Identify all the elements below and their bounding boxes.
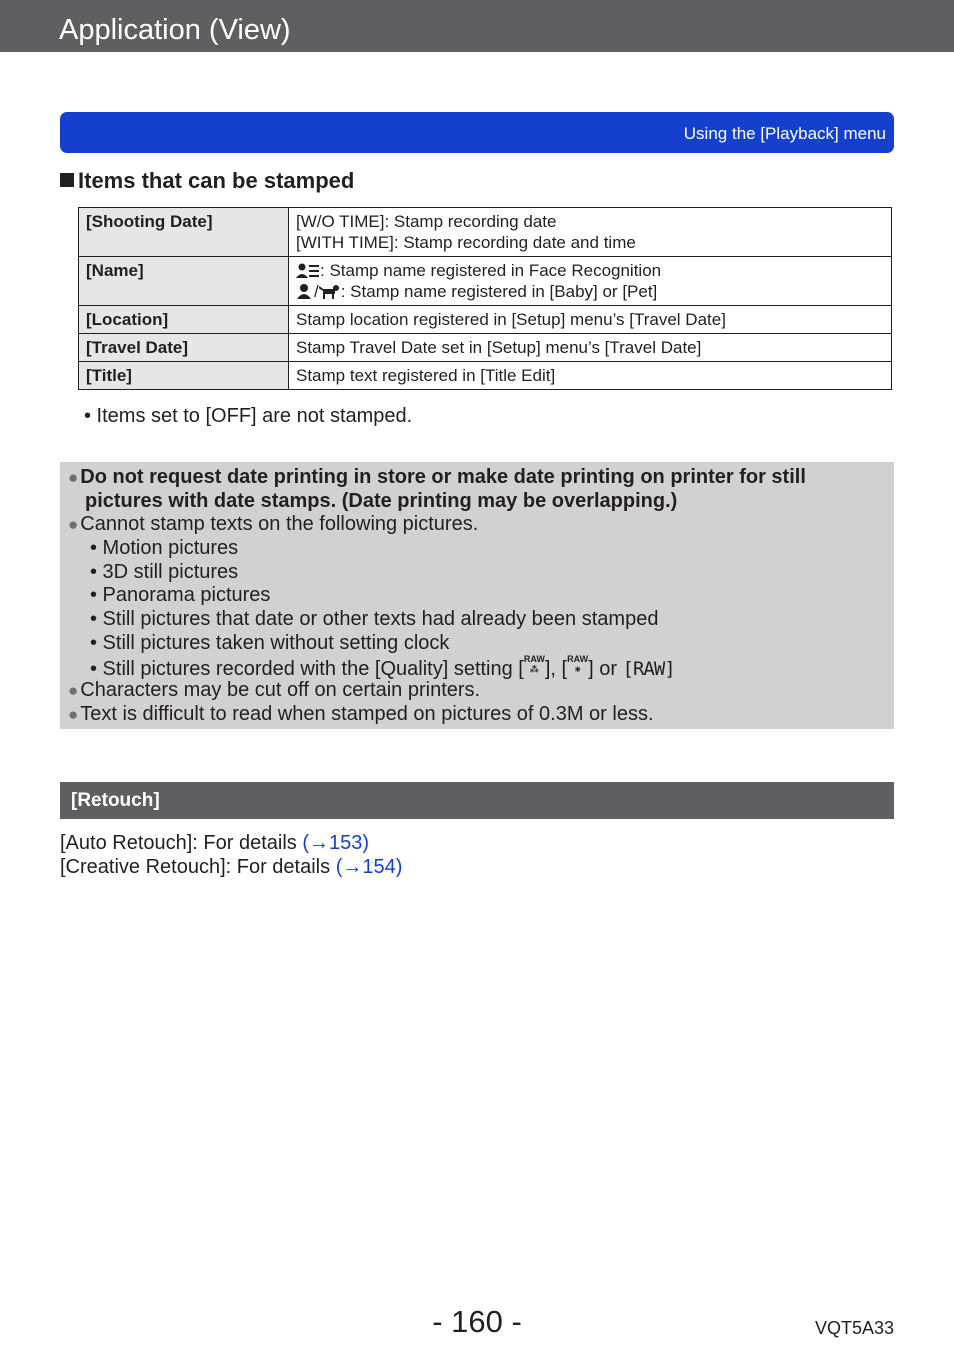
- table-row: [79, 306, 892, 334]
- note-bold-2: pictures with date stamps. (Date printing may be overlapping.): [85, 490, 678, 512]
- table-row: [79, 208, 892, 257]
- auto-retouch-link[interactable]: (→153): [302, 832, 370, 854]
- list-item: • Panorama pictures: [90, 584, 271, 606]
- list-item: • Still pictures that date or other texts had already been stamped: [90, 608, 659, 630]
- table-key: [Travel Date]: [79, 334, 289, 362]
- bullet-dot-icon: ●: [68, 705, 79, 724]
- notes-box: [60, 462, 894, 729]
- table-row: [79, 362, 892, 390]
- note-cut-off: ● Characters may be cut off on certain printers.: [68, 679, 481, 701]
- list-item: • Motion pictures: [90, 537, 239, 559]
- table-value: Stamp text registered in [Title Edit]: [289, 362, 892, 390]
- note-cannot-stamp: ● Cannot stamp texts on the following pictures.: [68, 513, 479, 535]
- face-recognition-icon: [296, 262, 320, 278]
- model-code: VQT5A33: [814, 1318, 894, 1338]
- bullet-dot-icon: ●: [68, 681, 79, 700]
- raw-standard-icon: RAW ∗: [567, 654, 589, 674]
- table-key: [Title]: [79, 362, 289, 390]
- creative-retouch-line: [Creative Retouch]: For details (→154): [60, 856, 403, 878]
- note-difficult: ● Text is difficult to read when stamped on pictures of 0.3M or less.: [68, 703, 654, 725]
- stamp-heading: Items that can be stamped: [60, 167, 354, 195]
- chapter-title: Application (View): [59, 14, 291, 46]
- table-key: [Name]: [79, 257, 289, 306]
- section-bar: [60, 112, 894, 153]
- retouch-title: [Retouch]: [71, 790, 160, 811]
- bullet-dot-icon: ●: [68, 468, 79, 487]
- pet-icon: [319, 283, 341, 299]
- table-key: [Shooting Date]: [79, 208, 289, 257]
- list-item: • 3D still pictures: [90, 561, 239, 583]
- table-value: Stamp Travel Date set in [Setup] menu’s [Travel Date]: [289, 334, 892, 362]
- raw-icon: [RAW]: [622, 658, 675, 680]
- note-bold-1: ● Do not request date printing in store or make date printing on printer for still: [68, 466, 806, 488]
- section-label: Using the [Playback] menu: [683, 124, 886, 143]
- stamp-items-table: [78, 207, 892, 390]
- list-item-quality: • Still pictures recorded with the [Quality] setting [RAW ⁂ ], [RAW ∗ ] or [RAW]: [90, 654, 675, 680]
- table-value: Stamp location registered in [Setup] menu’s [Travel Date]: [289, 306, 892, 334]
- retouch-header: [60, 782, 894, 819]
- table-row: [79, 334, 892, 362]
- table-row: [79, 257, 892, 306]
- chapter-header: [0, 0, 954, 52]
- table-value: : Stamp name registered in Face Recognition / : Stamp name registered in [Baby] or [Pet]: [289, 257, 892, 306]
- page-number: - 160 -: [432, 1304, 522, 1339]
- table-key: [Location]: [79, 306, 289, 334]
- baby-icon: [296, 283, 314, 299]
- bullet-dot-icon: ●: [68, 515, 79, 534]
- list-item: • Still pictures taken without setting clock: [90, 632, 450, 654]
- table-value: [W/O TIME]: Stamp recording date [WITH TIME]: Stamp recording date and time: [289, 208, 892, 257]
- raw-fine-icon: RAW ⁂: [523, 654, 545, 674]
- auto-retouch-line: [Auto Retouch]: For details (→153): [60, 832, 370, 854]
- off-note: • Items set to [OFF] are not stamped.: [84, 405, 413, 427]
- square-bullet-icon: [60, 173, 74, 187]
- creative-retouch-link[interactable]: (→154): [335, 856, 403, 878]
